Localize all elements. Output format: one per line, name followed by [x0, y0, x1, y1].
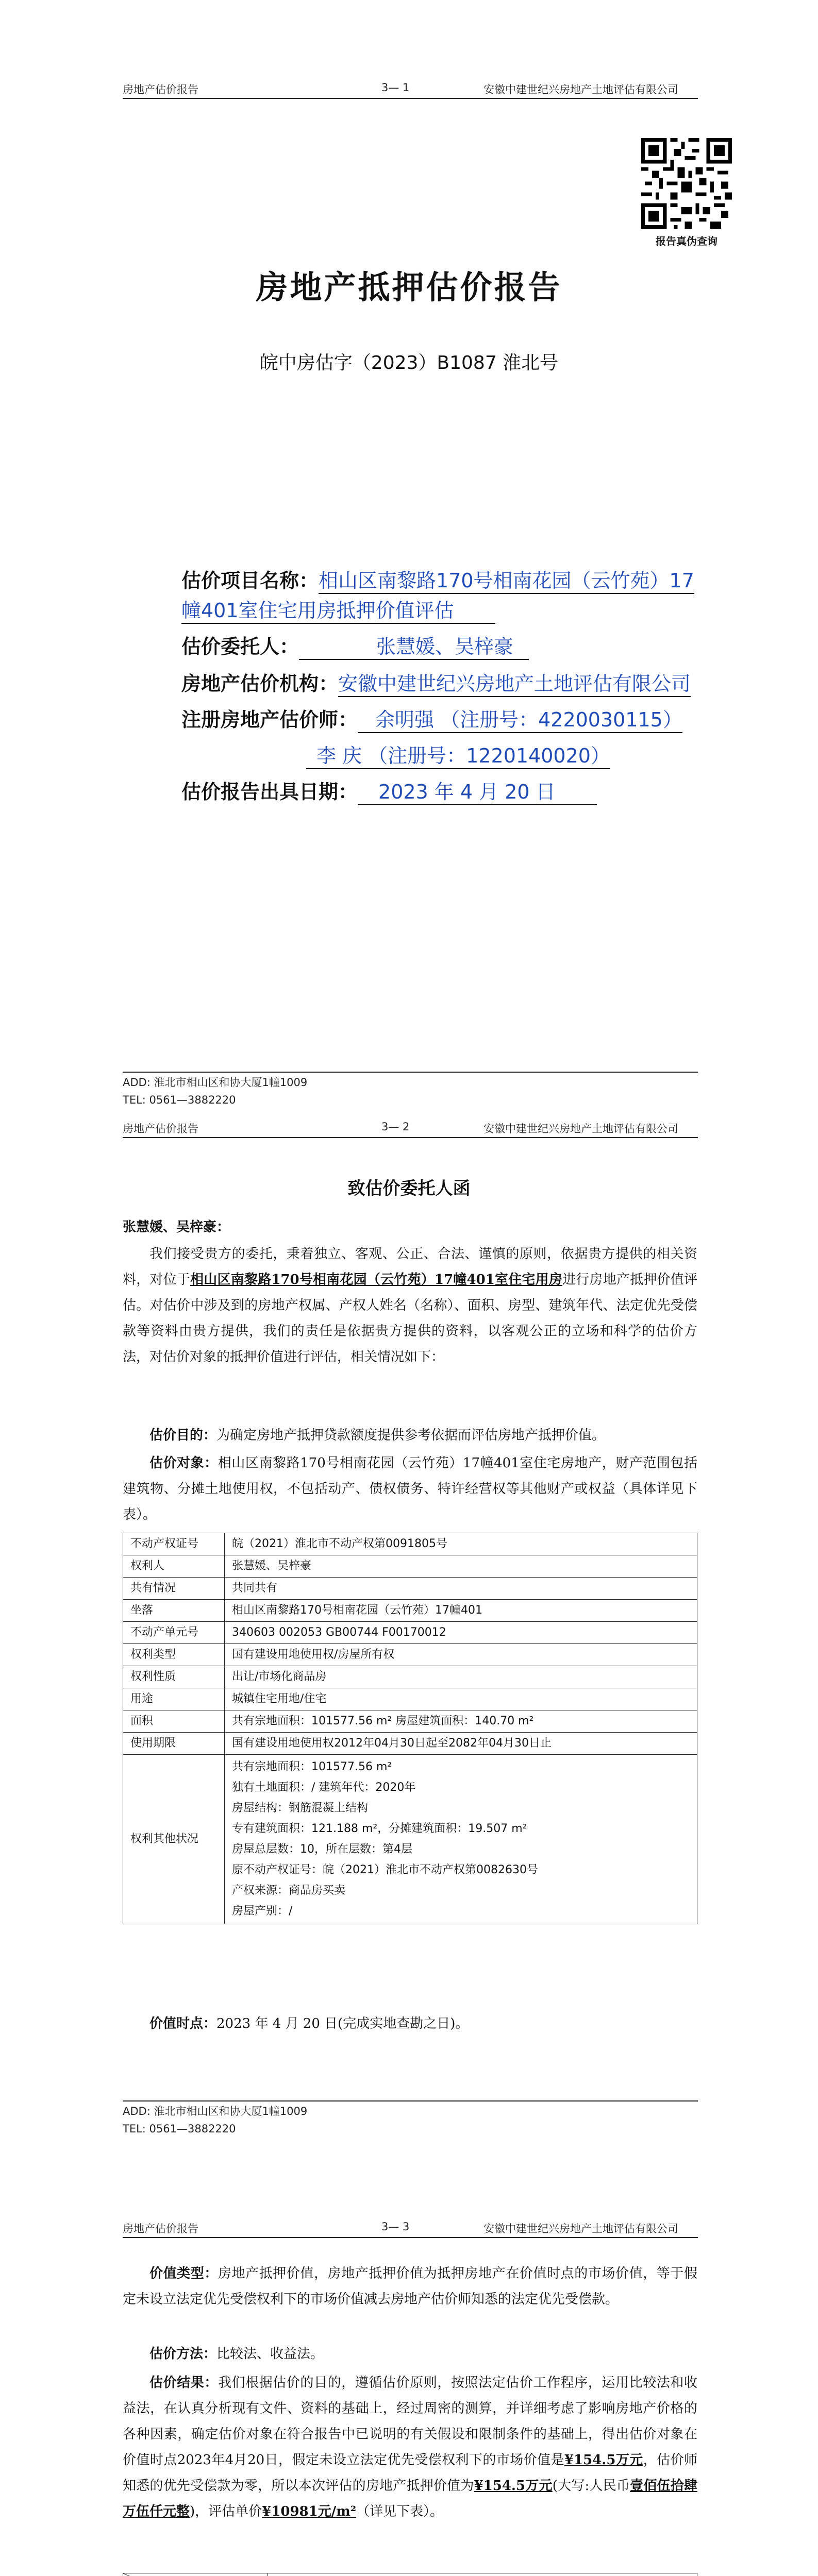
property-table-value: 张慧媛、吴梓豪 [225, 1555, 697, 1578]
purpose-label: 估价目的： [149, 1428, 217, 1443]
property-table-key: 不动产单元号 [123, 1622, 225, 1644]
result-table [123, 2573, 697, 2576]
header-left: 房地产估价报告 [123, 1123, 198, 1135]
result-text-e: （详见下表）。 [356, 2504, 444, 2519]
footer-address: ADD: 淮北市相山区和协大厦1幢1009 [123, 2105, 308, 2117]
property-table-row [123, 1600, 697, 1622]
footer [123, 2103, 307, 2138]
property-table-row [123, 1688, 697, 1710]
value-date-text: 2023 年 4 月 20 日(完成实地查勘之日)。 [216, 2016, 469, 2031]
property-table-row [123, 1710, 697, 1733]
property-table-value: 共有宗地面积：101577.56 m² 房屋建筑面积：140.70 m² [225, 1710, 697, 1733]
agency-label: 房地产估价机构： [181, 672, 339, 695]
property-table-value: 国有建设用地使用权/房屋所有权 [225, 1644, 697, 1666]
appraiser-label: 注册房地产估价师： [181, 708, 358, 731]
other-status-line: 原不动产权证号：皖（2021）淮北市不动产权第0082630号 [232, 1863, 538, 1876]
appraiser-row-2 [306, 740, 610, 768]
report-title: 房地产抵押估价报告 [256, 268, 562, 306]
footer-address: ADD: 淮北市相山区和协大厦1幢1009 [123, 1076, 308, 1089]
property-table-value: 340603 002053 GB00744 F00170012 [225, 1622, 697, 1644]
letter-title: 致估价委托人函 [347, 1178, 471, 1199]
client-row [181, 631, 529, 659]
result-table-wrap [123, 2573, 697, 2576]
method-paragraph [123, 2341, 697, 2367]
method-label: 估价方法： [149, 2346, 217, 2362]
cover-page [0, 0, 818, 1106]
footer-tel: TEL: 0561—3882220 [123, 1094, 236, 1106]
appraiser-2: 李 庆 （注册号：1220140020） [306, 744, 610, 769]
client-label: 估价委托人： [181, 635, 299, 658]
other-status-line: 共有宗地面积：101577.56 m² [232, 1760, 392, 1773]
header-page-number: 3— 3 [381, 2221, 410, 2233]
result-text-b: ，估价师知悉的优先受偿款为零，所以本次评估的房地产抵押价值为 [123, 2452, 697, 2494]
other-status-line: 房屋总层数：10，所在层数：第4层 [232, 1843, 412, 1856]
property-table-key: 坐落 [123, 1600, 225, 1622]
header-rule [123, 1137, 698, 1138]
property-table-key: 权利其他状况 [123, 1755, 225, 1924]
property-table-row [123, 1644, 697, 1666]
property-table-key: 共有情况 [123, 1578, 225, 1600]
value-date-paragraph [123, 2011, 697, 2037]
qr-caption: 报告真伪查询 [656, 235, 717, 247]
agency-value: 安徽中建世纪兴房地产土地评估有限公司 [338, 672, 691, 697]
value-type-label: 价值类型： [149, 2266, 218, 2281]
intro-address: 相山区南黎路170号相南花园（云竹苑）17幢401室住宅用房 [190, 1272, 563, 1287]
other-status-line: 房屋产别：/ [232, 1905, 293, 1918]
object-text: 相山区南黎路170号相南花园（云竹苑）17幢401室住宅房地产，财产范围包括建筑物、分摊土地使用权，不包括动产、债权债务、特许经营权等其他财产或权益（具体详见下表）。 [123, 1455, 697, 1522]
property-table-key: 不动产权证号 [123, 1533, 225, 1555]
result-page [0, 2200, 818, 2576]
project-name-label: 估价项目名称： [181, 569, 319, 592]
property-table-row [123, 1533, 697, 1555]
project-name-value: 相山区南黎路170号相南花园（云竹苑）17 [319, 569, 694, 594]
header-page-number: 3— 1 [381, 81, 410, 94]
property-table-key: 权利性质 [123, 1666, 225, 1688]
property-table-row [123, 1755, 697, 1924]
intro-text-c: 进行房地产抵押价值评估。对估价中涉及到的房地产权属、产权人姓名（名称）、面积、房型、建筑年代、法定优先受偿款等资料由贵方提供，我们的责任是依据贵方提供的资料，以客观公正的立场和科学的估价方法，对估价对象的抵押价值进行评估，相关情况如下： [123, 1272, 697, 1365]
client-value: 张慧媛、吴梓豪 [299, 635, 529, 660]
header-right: 安徽中建世纪兴房地产土地评估有限公司 [483, 83, 678, 96]
header-right: 安徽中建世纪兴房地产土地评估有限公司 [483, 1123, 678, 1135]
property-table-key: 权利类型 [123, 1644, 225, 1666]
date-row [181, 776, 597, 804]
property-table-row [123, 1555, 697, 1578]
other-status-line: 房屋结构：钢筋混凝土结构 [232, 1802, 369, 1815]
intro-text-a: 我们接受贵方的委托，秉着独立、客观、公正、合法、谨慎的原则，依据贵方提供的相关资料，对位于 [123, 1246, 697, 1287]
property-table-value [225, 1755, 697, 1924]
qr-code-icon [641, 138, 732, 229]
object-paragraph [123, 1450, 697, 1528]
result-text-c: (大写:人民币 [552, 2478, 630, 2494]
report-number: 皖中房估字（2023）B1087 淮北号 [259, 352, 559, 374]
footer-rule [123, 2100, 698, 2102]
property-table-key: 使用期限 [123, 1733, 225, 1755]
method-text: 比较法、收益法。 [216, 2346, 324, 2362]
date-value: 2023 年 4 月 20 日 [358, 781, 597, 805]
header-right: 安徽中建世纪兴房地产土地评估有限公司 [483, 2223, 678, 2235]
date-label: 估价报告出具日期： [181, 781, 358, 803]
appraiser-row [181, 704, 682, 732]
property-table-value: 皖（2021）淮北市不动产权第0091805号 [225, 1533, 697, 1555]
property-table-row [123, 1733, 697, 1755]
property-table-value: 共同共有 [225, 1578, 697, 1600]
property-table-row [123, 1622, 697, 1644]
result-text-d: )，评估单价 [190, 2504, 262, 2519]
diagonal-line-icon [123, 2573, 268, 2576]
property-table [123, 1533, 697, 1924]
result-label: 估价结果： [149, 2375, 218, 2391]
footer-tel: TEL: 0561—3882220 [123, 2123, 236, 2135]
property-table-wrap [123, 1533, 697, 1924]
header-left: 房地产估价报告 [123, 83, 198, 96]
result-pledge-value: ¥154.5万元 [474, 2478, 553, 2494]
purpose-paragraph [123, 1422, 697, 1448]
property-table-value: 相山区南黎路170号相南花园（云竹苑）17幢401 [225, 1600, 697, 1622]
other-status-line: 专有建筑面积：121.188 m²，分摊建筑面积：19.507 m² [232, 1822, 527, 1835]
object-label: 估价对象： [149, 1455, 218, 1471]
header-rule [123, 2237, 698, 2238]
header-page-number: 3— 2 [381, 1121, 410, 1133]
footer-rule [123, 1072, 698, 1073]
salutation: 张慧媛、吴梓豪： [123, 1219, 230, 1235]
result-text-a: 我们根据估价的目的，遵循估价原则，按照法定估价工作程序，运用比较法和收益法，在认真分析现有文件、资料的基础上，经过周密的测算，并详细考虑了影响房地产价格的各种因素，确定估价对象在符合报告中已说明的有关假设和限制条件的基础上，得出估价对象在价值时点2023年4月20日，假定未设立法定优先受偿权利下的市场价值是 [123, 2375, 697, 2468]
agency-row [181, 668, 691, 696]
value-type-text: 房地产抵押价值，房地产抵押价值为抵押房地产在价值时点的市场价值，等于假定未设立法定优先受偿权利下的市场价值减去房地产估价师知悉的法定优先受偿款。 [123, 2266, 697, 2307]
property-table-value: 城镇住宅用地/住宅 [225, 1688, 697, 1710]
project-name-value-2: 幢401室住宅用房抵押价值评估 [181, 599, 495, 624]
project-name-row-2 [181, 595, 495, 623]
other-status-line: 产权来源：商品房买卖 [232, 1884, 346, 1897]
value-date-label: 价值时点： [149, 2016, 217, 2031]
property-table-row [123, 1578, 697, 1600]
header-rule [123, 98, 698, 99]
result-chinese-amount: 壹佰伍拾肆万伍仟元整 [123, 2478, 697, 2519]
project-name-row [181, 565, 694, 593]
result-unit-price: ¥10981元/m² [262, 2504, 357, 2519]
result-paragraph [123, 2370, 697, 2524]
intro-paragraph [123, 1241, 697, 1370]
letter-page [0, 1100, 818, 2200]
result-market-value: ¥154.5万元 [564, 2452, 643, 2468]
property-table-value: 出让/市场化商品房 [225, 1666, 697, 1688]
property-table-row [123, 1666, 697, 1688]
ap-header [268, 2573, 697, 2576]
property-table-key: 面积 [123, 1710, 225, 1733]
appraiser-1: 余明强 （注册号：4220030115） [358, 708, 682, 733]
property-table-value: 国有建设用地使用权2012年04月30日起至2082年04月30日止 [225, 1733, 697, 1755]
property-table-key: 用途 [123, 1688, 225, 1710]
value-type-paragraph [123, 2261, 697, 2312]
header-left: 房地产估价报告 [123, 2223, 198, 2235]
property-table-key: 权利人 [123, 1555, 225, 1578]
purpose-text: 为确定房地产抵押贷款额度提供参考依据而评估房地产抵押价值。 [216, 1428, 606, 1443]
result-table-corner [123, 2573, 268, 2576]
other-status-line: 独有土地面积：/ 建筑年代：2020年 [232, 1781, 416, 1794]
